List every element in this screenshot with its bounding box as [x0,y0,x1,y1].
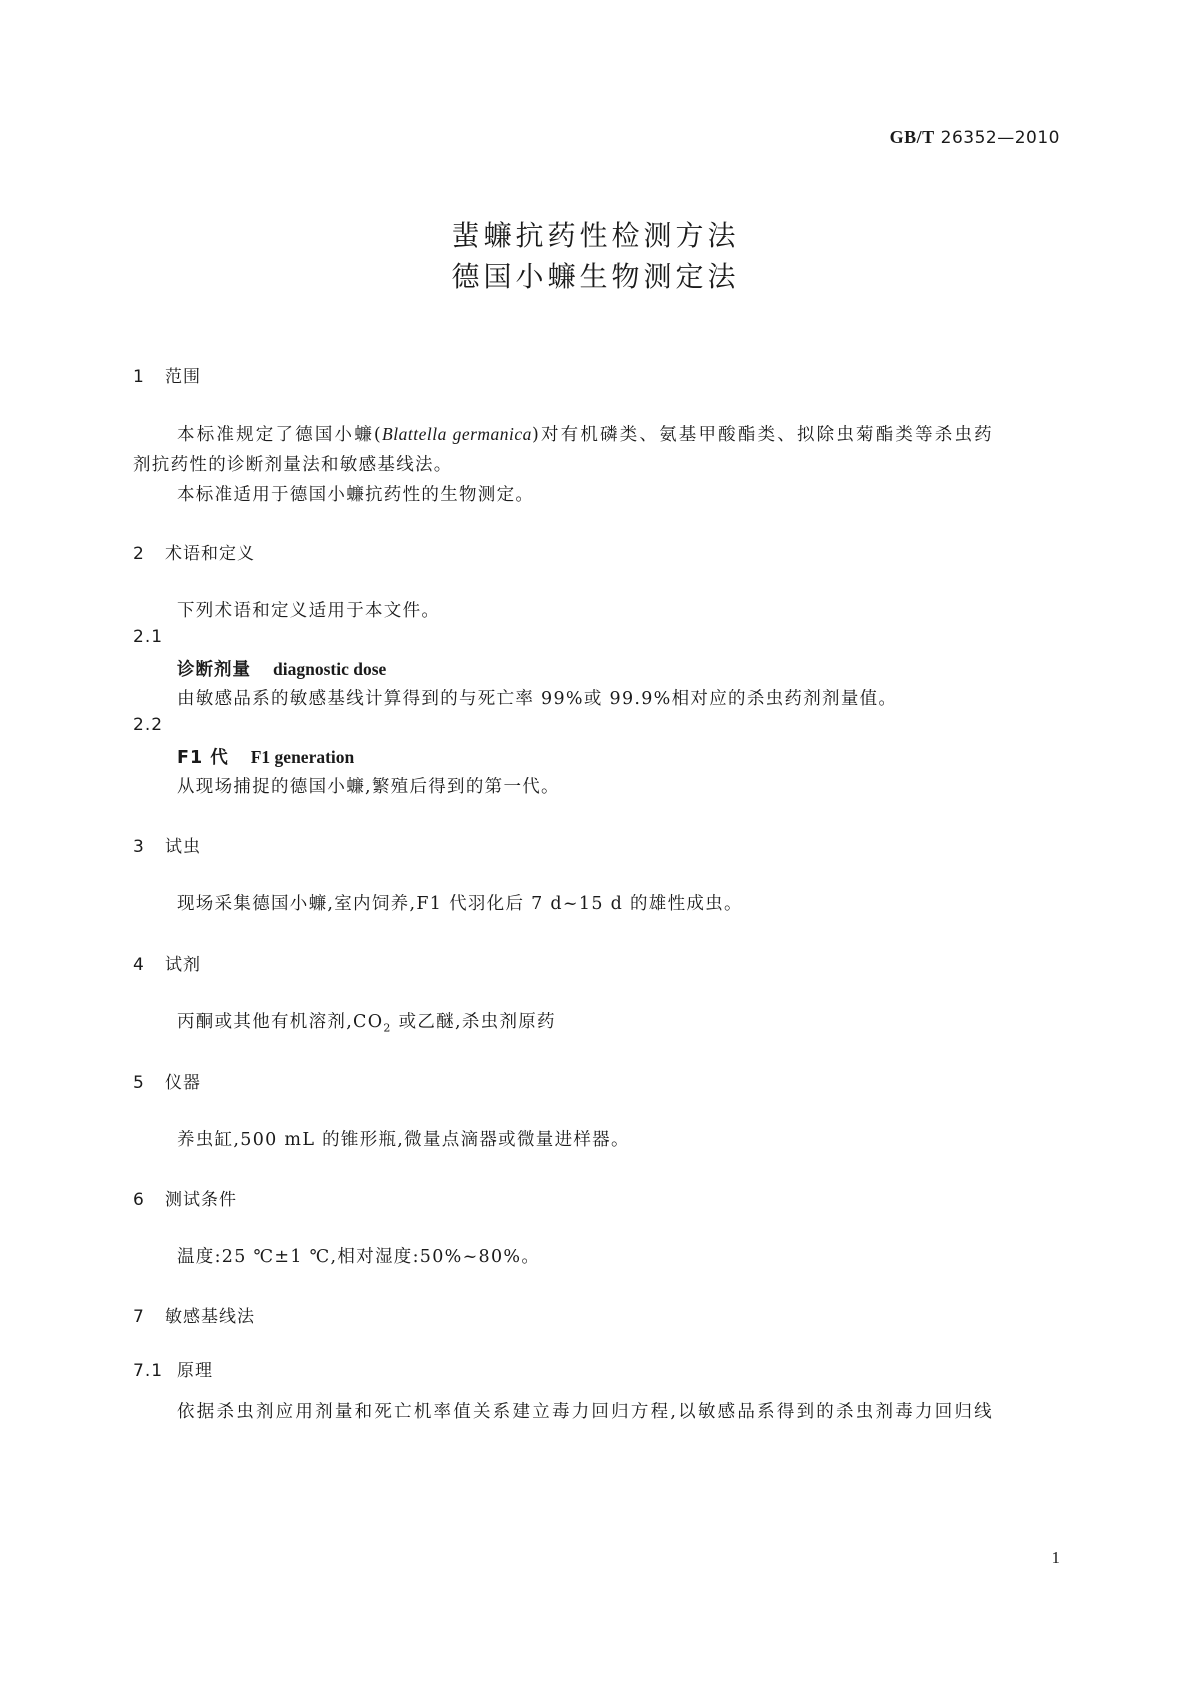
term-number-2-1: 2.1 [133,627,164,647]
section-heading-7 [133,1302,255,1327]
section-title: 敏感基线法 [165,1307,255,1327]
section-title: 术语和定义 [165,544,255,564]
section-number: 4 [133,955,145,975]
text-run: 本标准规定了德国小蠊( [177,425,383,445]
text-run: )对有机磷类、氨基甲酸酯类、拟除虫菊酯类等杀虫药 [531,425,993,445]
paragraph-instruments: 养虫缸,500 mL 的锥形瓶,微量点滴器或微量进样器。 [177,1130,630,1150]
doc-title-line2: 德国小蠊生物测定法 [451,260,740,293]
subsection-number: 7.1 [133,1361,164,1381]
subsection-title: 原理 [177,1361,213,1381]
term-en: F1 generation [250,747,355,767]
text-run: 或乙醚,杀虫剂原药 [391,1012,556,1032]
paragraph-reagents [177,1008,556,1035]
paragraph-test-conditions: 温度:25 ℃±1 ℃,相对湿度:50%~80%。 [177,1247,541,1267]
term-cn: F1 代 [177,748,229,768]
section-heading-1 [133,362,201,387]
term-diagnostic-dose [177,656,386,681]
species-name: Blattella germanica [382,424,532,444]
section-title: 试剂 [165,955,201,975]
section-number: 2 [133,544,145,564]
section-title: 范围 [165,367,201,387]
section-number: 5 [133,1073,145,1093]
section-number: 7 [133,1307,145,1327]
term-definition-2-2: 从现场捕捉的德国小蠊,繁殖后得到的第一代。 [177,777,560,797]
term-number-2-2: 2.2 [133,715,164,735]
paragraph-scope-1-cont: 剂抗药性的诊断剂量法和敏感基线法。 [133,455,453,475]
standard-year: 26352—2010 [940,128,1060,148]
doc-title-line1: 蜚蠊抗药性检测方法 [451,219,740,252]
section-heading-2 [133,539,255,564]
standard-number [890,127,1060,148]
paragraph-terms-intro: 下列术语和定义适用于本文件。 [177,601,441,621]
term-en: diagnostic dose [273,659,387,679]
paragraph-test-insect: 现场采集德国小蠊,室内饲养,F1 代羽化后 7 d~15 d 的雄性成虫。 [177,894,743,914]
term-cn: 诊断剂量 [177,660,251,680]
subscript: 2 [383,1021,392,1035]
section-heading-6 [133,1185,237,1210]
section-title: 测试条件 [165,1190,237,1210]
standard-code: GB/T [889,127,935,147]
section-heading-3 [133,832,201,857]
page-number: 1 [1051,1548,1060,1567]
subsection-heading-7-1 [133,1356,213,1381]
text-run: 丙酮或其他有机溶剂,CO [177,1012,384,1032]
section-number: 3 [133,837,145,857]
section-number: 6 [133,1190,145,1210]
section-heading-5 [133,1068,201,1093]
section-title: 仪器 [165,1073,201,1093]
term-definition-2-1: 由敏感品系的敏感基线计算得到的与死亡率 99%或 99.9%相对应的杀虫药剂剂量值。 [177,689,898,709]
paragraph-principle: 依据杀虫剂应用剂量和死亡机率值关系建立毒力回归方程,以敏感品系得到的杀虫剂毒力回归线 [177,1402,993,1422]
paragraph-scope-1 [177,421,993,446]
section-heading-4 [133,950,201,975]
term-f1-generation [177,744,354,769]
section-title: 试虫 [165,837,201,857]
section-number: 1 [133,367,145,387]
paragraph-scope-2: 本标准适用于德国小蠊抗药性的生物测定。 [177,485,535,505]
